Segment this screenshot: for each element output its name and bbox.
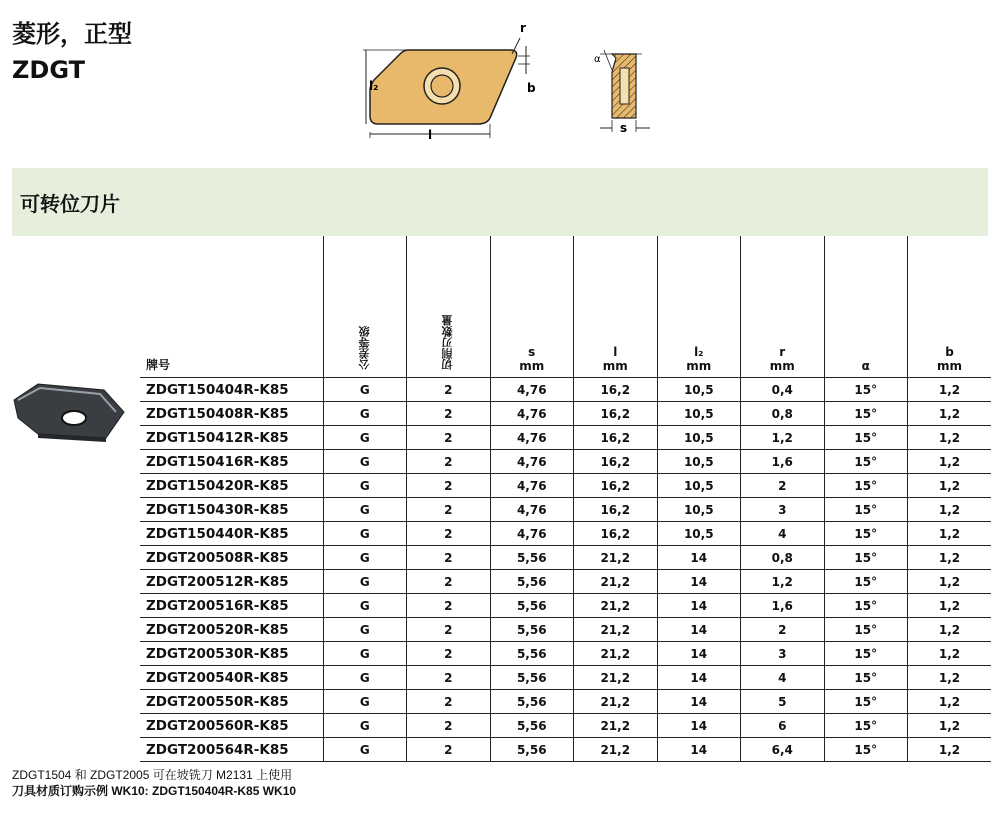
cell-edges: 2 bbox=[407, 498, 491, 522]
cell-s: 5,56 bbox=[490, 618, 574, 642]
footnote-usage: ZDGT1504 和 ZDGT2005 可在坡铣刀 M2131 上使用 bbox=[12, 768, 293, 782]
cell-b: 1,2 bbox=[908, 738, 992, 762]
cell-r: 3 bbox=[741, 498, 825, 522]
cell-grade: ZDGT200516R-K85 bbox=[140, 594, 323, 618]
header-edges bbox=[407, 236, 491, 378]
header-l-label: l bbox=[613, 345, 618, 359]
cell-edges: 2 bbox=[407, 546, 491, 570]
cell-s: 4,76 bbox=[490, 522, 574, 546]
cell-edges: 2 bbox=[407, 402, 491, 426]
cell-s: 5,56 bbox=[490, 642, 574, 666]
cell-l2: 14 bbox=[657, 546, 741, 570]
cell-tolerance: G bbox=[323, 378, 407, 402]
cell-edges: 2 bbox=[407, 570, 491, 594]
cell-r: 0,8 bbox=[741, 402, 825, 426]
cell-alpha: 15° bbox=[824, 522, 908, 546]
cell-grade: ZDGT150408R-K85 bbox=[140, 402, 323, 426]
cell-alpha: 15° bbox=[824, 402, 908, 426]
cell-alpha: 15° bbox=[824, 498, 908, 522]
cell-tolerance: G bbox=[323, 714, 407, 738]
cell-r: 0,4 bbox=[741, 378, 825, 402]
cell-tolerance: G bbox=[323, 522, 407, 546]
cell-b: 1,2 bbox=[908, 618, 992, 642]
cell-s: 4,76 bbox=[490, 426, 574, 450]
cell-tolerance: G bbox=[323, 570, 407, 594]
cell-alpha: 15° bbox=[824, 378, 908, 402]
cell-alpha: 15° bbox=[824, 546, 908, 570]
cell-l: 16,2 bbox=[574, 474, 658, 498]
table-row bbox=[140, 714, 991, 738]
cell-alpha: 15° bbox=[824, 570, 908, 594]
cell-l2: 14 bbox=[657, 666, 741, 690]
table-row bbox=[140, 738, 991, 762]
header-edges-label: 切削刃数量 bbox=[441, 315, 455, 370]
cell-alpha: 15° bbox=[824, 666, 908, 690]
cell-b: 1,2 bbox=[908, 666, 992, 690]
table-row bbox=[140, 618, 991, 642]
cell-r: 4 bbox=[741, 666, 825, 690]
header-s-unit: mm bbox=[519, 359, 545, 373]
cell-s: 5,56 bbox=[490, 690, 574, 714]
cell-edges: 2 bbox=[407, 378, 491, 402]
cell-r: 4 bbox=[741, 522, 825, 546]
cell-r: 3 bbox=[741, 642, 825, 666]
cell-l2: 10,5 bbox=[657, 450, 741, 474]
table-row bbox=[140, 690, 991, 714]
cell-tolerance: G bbox=[323, 690, 407, 714]
cell-tolerance: G bbox=[323, 426, 407, 450]
cell-l2: 14 bbox=[657, 570, 741, 594]
footnote-order-example: 刀具材质订购示例 WK10: ZDGT150404R-K85 WK10 bbox=[12, 784, 297, 798]
cell-s: 5,56 bbox=[490, 594, 574, 618]
cell-tolerance: G bbox=[323, 546, 407, 570]
cell-b: 1,2 bbox=[908, 570, 992, 594]
section-title: 可转位刀片 bbox=[20, 192, 120, 216]
cell-edges: 2 bbox=[407, 522, 491, 546]
cell-b: 1,2 bbox=[908, 450, 992, 474]
diagram-label-l: l bbox=[428, 128, 433, 142]
cell-edges: 2 bbox=[407, 690, 491, 714]
header-l bbox=[574, 236, 658, 378]
cell-s: 4,76 bbox=[490, 378, 574, 402]
cell-alpha: 15° bbox=[824, 426, 908, 450]
cell-l2: 10,5 bbox=[657, 498, 741, 522]
cell-l2: 14 bbox=[657, 642, 741, 666]
header-tolerance-label: 公差等级 bbox=[357, 326, 371, 370]
cell-r: 2 bbox=[741, 618, 825, 642]
cell-grade: ZDGT150412R-K85 bbox=[140, 426, 323, 450]
cell-l2: 14 bbox=[657, 738, 741, 762]
cell-r: 6 bbox=[741, 714, 825, 738]
header-r-unit: mm bbox=[769, 359, 795, 373]
cell-alpha: 15° bbox=[824, 474, 908, 498]
cell-edges: 2 bbox=[407, 450, 491, 474]
cell-alpha: 15° bbox=[824, 690, 908, 714]
cell-edges: 2 bbox=[407, 738, 491, 762]
table-row bbox=[140, 402, 991, 426]
table-row bbox=[140, 450, 991, 474]
cell-l: 21,2 bbox=[574, 714, 658, 738]
header-l2-unit: mm bbox=[686, 359, 712, 373]
cell-l2: 10,5 bbox=[657, 522, 741, 546]
cell-l: 16,2 bbox=[574, 522, 658, 546]
cell-tolerance: G bbox=[323, 738, 407, 762]
diagram-label-b: b bbox=[527, 81, 536, 95]
cell-l2: 10,5 bbox=[657, 378, 741, 402]
cell-l: 21,2 bbox=[574, 666, 658, 690]
cell-tolerance: G bbox=[323, 450, 407, 474]
table-row bbox=[140, 522, 991, 546]
cell-r: 2 bbox=[741, 474, 825, 498]
cell-l: 21,2 bbox=[574, 570, 658, 594]
cell-b: 1,2 bbox=[908, 714, 992, 738]
cell-s: 5,56 bbox=[490, 546, 574, 570]
table-row bbox=[140, 378, 991, 402]
header-grade: 牌号 bbox=[146, 358, 171, 372]
cell-r: 5 bbox=[741, 690, 825, 714]
table-row bbox=[140, 642, 991, 666]
cell-l: 21,2 bbox=[574, 594, 658, 618]
cell-s: 5,56 bbox=[490, 666, 574, 690]
header-s-label: s bbox=[528, 345, 536, 359]
cell-l2: 14 bbox=[657, 618, 741, 642]
cell-s: 5,56 bbox=[490, 738, 574, 762]
cell-l2: 14 bbox=[657, 690, 741, 714]
cell-b: 1,2 bbox=[908, 402, 992, 426]
product-code: ZDGT bbox=[12, 56, 85, 84]
cell-grade: ZDGT200530R-K85 bbox=[140, 642, 323, 666]
cell-l: 21,2 bbox=[574, 642, 658, 666]
cell-alpha: 15° bbox=[824, 594, 908, 618]
header-b-unit: mm bbox=[936, 359, 962, 373]
table-row bbox=[140, 426, 991, 450]
cell-b: 1,2 bbox=[908, 690, 992, 714]
cell-s: 4,76 bbox=[490, 450, 574, 474]
cell-b: 1,2 bbox=[908, 498, 992, 522]
header-alpha-label: α bbox=[861, 359, 870, 373]
cell-b: 1,2 bbox=[908, 378, 992, 402]
cell-r: 1,2 bbox=[741, 426, 825, 450]
cell-alpha: 15° bbox=[824, 714, 908, 738]
header-l-unit: mm bbox=[602, 359, 628, 373]
cell-grade: ZDGT200540R-K85 bbox=[140, 666, 323, 690]
cell-tolerance: G bbox=[323, 402, 407, 426]
cell-r: 1,6 bbox=[741, 594, 825, 618]
cell-l: 16,2 bbox=[574, 498, 658, 522]
insert-product-image bbox=[8, 378, 128, 448]
table-row bbox=[140, 570, 991, 594]
cell-s: 5,56 bbox=[490, 714, 574, 738]
cell-grade: ZDGT200512R-K85 bbox=[140, 570, 323, 594]
cell-tolerance: G bbox=[323, 642, 407, 666]
cell-r: 1,2 bbox=[741, 570, 825, 594]
table-row bbox=[140, 498, 991, 522]
header-r-label: r bbox=[779, 345, 786, 359]
cell-l: 21,2 bbox=[574, 738, 658, 762]
cell-b: 1,2 bbox=[908, 546, 992, 570]
cell-s: 4,76 bbox=[490, 498, 574, 522]
table-header-row bbox=[140, 236, 991, 378]
cell-l: 21,2 bbox=[574, 618, 658, 642]
header-l2 bbox=[657, 236, 741, 378]
cell-tolerance: G bbox=[323, 474, 407, 498]
header-b-label: b bbox=[945, 345, 954, 359]
cell-edges: 2 bbox=[407, 642, 491, 666]
cell-l: 16,2 bbox=[574, 378, 658, 402]
cell-l2: 10,5 bbox=[657, 474, 741, 498]
cell-edges: 2 bbox=[407, 666, 491, 690]
cell-alpha: 15° bbox=[824, 642, 908, 666]
cell-l2: 10,5 bbox=[657, 426, 741, 450]
cell-r: 1,6 bbox=[741, 450, 825, 474]
cell-l: 16,2 bbox=[574, 450, 658, 474]
insert-side-diagram bbox=[590, 38, 670, 138]
cell-grade: ZDGT150420R-K85 bbox=[140, 474, 323, 498]
cell-edges: 2 bbox=[407, 594, 491, 618]
table-row bbox=[140, 546, 991, 570]
cell-edges: 2 bbox=[407, 618, 491, 642]
cell-alpha: 15° bbox=[824, 450, 908, 474]
cell-l2: 10,5 bbox=[657, 402, 741, 426]
cell-tolerance: G bbox=[323, 594, 407, 618]
cell-alpha: 15° bbox=[824, 618, 908, 642]
cell-s: 5,56 bbox=[490, 570, 574, 594]
cell-r: 0,8 bbox=[741, 546, 825, 570]
cell-l2: 14 bbox=[657, 594, 741, 618]
cell-tolerance: G bbox=[323, 618, 407, 642]
header-tolerance bbox=[323, 236, 407, 378]
diagram-label-l2: l₂ bbox=[369, 79, 379, 93]
page-title: 菱形，正型 bbox=[12, 20, 132, 48]
table-row bbox=[140, 666, 991, 690]
cell-grade: ZDGT200550R-K85 bbox=[140, 690, 323, 714]
cell-b: 1,2 bbox=[908, 474, 992, 498]
diagram-label-s: s bbox=[620, 121, 628, 135]
cell-alpha: 15° bbox=[824, 738, 908, 762]
header-s bbox=[490, 236, 574, 378]
cell-tolerance: G bbox=[323, 666, 407, 690]
cell-grade: ZDGT150416R-K85 bbox=[140, 450, 323, 474]
cell-grade: ZDGT200520R-K85 bbox=[140, 618, 323, 642]
table-row bbox=[140, 594, 991, 618]
cell-l: 21,2 bbox=[574, 690, 658, 714]
cell-l2: 14 bbox=[657, 714, 741, 738]
cell-edges: 2 bbox=[407, 474, 491, 498]
insert-front-diagram bbox=[360, 20, 560, 144]
cell-edges: 2 bbox=[407, 426, 491, 450]
cell-grade: ZDGT150404R-K85 bbox=[140, 378, 323, 402]
insert-table bbox=[140, 236, 991, 762]
cell-b: 1,2 bbox=[908, 522, 992, 546]
cell-grade: ZDGT200564R-K85 bbox=[140, 738, 323, 762]
cell-s: 4,76 bbox=[490, 402, 574, 426]
header-alpha bbox=[824, 236, 908, 378]
cell-l: 16,2 bbox=[574, 402, 658, 426]
cell-b: 1,2 bbox=[908, 594, 992, 618]
cell-edges: 2 bbox=[407, 714, 491, 738]
cell-tolerance: G bbox=[323, 498, 407, 522]
cell-l: 16,2 bbox=[574, 426, 658, 450]
header-b bbox=[908, 236, 992, 378]
section-header bbox=[12, 168, 988, 236]
cell-s: 4,76 bbox=[490, 474, 574, 498]
cell-b: 1,2 bbox=[908, 426, 992, 450]
cell-grade: ZDGT200560R-K85 bbox=[140, 714, 323, 738]
cell-grade: ZDGT150430R-K85 bbox=[140, 498, 323, 522]
header-l2-label: l₂ bbox=[694, 345, 704, 359]
cell-grade: ZDGT150440R-K85 bbox=[140, 522, 323, 546]
cell-l: 21,2 bbox=[574, 546, 658, 570]
cell-b: 1,2 bbox=[908, 642, 992, 666]
cell-r: 6,4 bbox=[741, 738, 825, 762]
header-r bbox=[741, 236, 825, 378]
diagram-label-alpha: α bbox=[594, 54, 601, 65]
cell-grade: ZDGT200508R-K85 bbox=[140, 546, 323, 570]
diagram-label-r: r bbox=[520, 21, 526, 35]
table-row bbox=[140, 474, 991, 498]
